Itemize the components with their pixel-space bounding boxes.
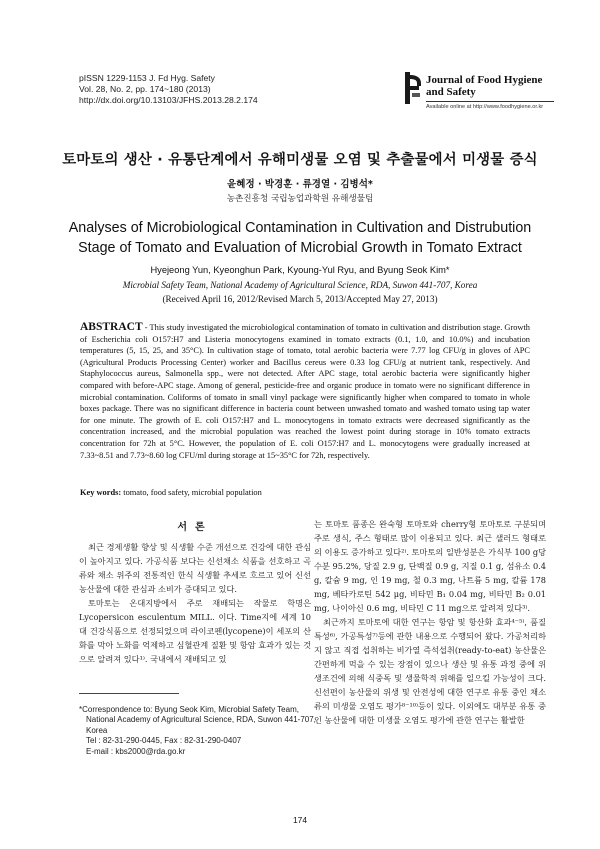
paragraph: 토마토는 온대지방에서 주로 재배되는 작물로 학명은 Lycopersicon esculentum MILL. 이다. Time지에 세계 10대 건강식품으로 선정되었으며 라이코펜(lycopene)이 세포의 산화를 막아 노화를 억제하고 심혈관계 질환 및 항암 효과가 있는 것으로 알려져 있다¹⁾. 국내에서 재배되고 있	[79, 598, 311, 664]
section-heading: 서론	[177, 522, 213, 533]
abstract-text: - This study investigated the microbiological contamination of tomato in cultivation and distribution stage. Growth of Escherichia coli O157:H7 and Listeria monocytogens examined in tomato extracts (0.1, 1.0, and 10.0%) and incubation temperatures (5, 15, 25, and 35°C). In cultivation stage of tomato, total aerobic bacteria were 7.77 log CFU/g in gloves of APC (Agricultural Products Processing Center) worker and Bacillus cereus were 0.33 log CFU/g at nutrient tank, respectively. And Staphylococcus aureus, Salmonella spp., were not detected. After APC stage, total aerobic bacteria were significantly higher compared with before-APC stage. Among of general, pesticide-free and organic produce in tomato were no significant difference in microbial contamination. Coliforms of tomato in small vinyl package were significantly higher when compared to tomato in whole boxes package. There was no significant difference in bacteria count between unwashed tomato and washed tomato using tap water for one minute. The growth of E. coli O157:H7 and L. monocytogens in tomato extracts were decreased significantly as the concentration increased, and the microbial population was reached the lowest point during storage in 10% tomato extracts concentration for 72h at 5°C. However, the population of E. coli O157:H7 and L. monocytogens were gradually increased at 7.33~8.51 and 7.73~8.60 log CFU/ml during storage at 15~35°C for 72h, respectively.	[80, 323, 530, 460]
paragraph: 는 토마토 품종은 완숙형 토마토와 cherry형 토마토로 구분되며 주로 생식, 주스 형태로 많이 이용되고 있다. 최근 샐러드 형태로의 이용도 증가하고 있다²⁾. 토마토의 일반성분은 가식부 100 g당 수분 95.2%, 당질 2.9 g, 단백질 0.9 g, 지질 0.1 g, 섬유소 0.4 g, 칼슘 9 mg, 인 19 mg, 철 0.3 mg, 나트륨 5 mg, 칼륨 178 mg, 베타카로틴 542 μg, 비타민 B₁ 0.04 mg, 비타민 B₂ 0.01 mg, 나이아신 0.6 mg, 비타민 C 11 mg으로 알려져 있다³⁾.	[314, 519, 546, 613]
abstract	[80, 322, 530, 461]
journal-name: Journal of Food Hygiene and Safety	[426, 74, 543, 98]
korean-affiliation: 농촌진흥청 국립농업과학원 유해생물팀	[226, 194, 374, 204]
english-authors: Hyejeong Yun, Kyeonghun Park, Kyoung-Yul Ryu, and Byung Seok Kim*	[150, 265, 450, 275]
journal-logo-icon	[404, 72, 422, 104]
journal-url[interactable]: Available online at http://www.foodhygiene.or.kr	[426, 104, 544, 110]
received-dates: (Received April 16, 2012/Revised March 5, 2013/Accepted May 27, 2013)	[162, 294, 438, 304]
doi-link[interactable]: http://dx.doi.org/10.13103/JFHS.2013.28.2.174	[79, 95, 258, 105]
volume-line: Vol. 28, No. 2, pp. 174~180 (2013)	[79, 84, 211, 94]
keywords-label: Key words:	[80, 488, 122, 497]
email-link[interactable]: E-mail : kbs2000@rda.go.kr	[86, 746, 186, 756]
english-affiliation: Microbial Safety Team, National Academy of Agricultural Science, RDA, Suwon 441-707, Korea	[122, 280, 478, 290]
korean-title: 토마토의 생산 · 유통단계에서 유해미생물 오염 및 추출물에서 미생물 증식	[62, 152, 538, 168]
page-number: 174	[293, 815, 307, 825]
journal-logo	[404, 70, 554, 120]
korean-authors: 윤혜정 · 박경훈 · 류경열 · 김병석*	[227, 179, 373, 190]
abstract-label: ABSTRACT	[80, 321, 143, 333]
english-title: Analyses of Microbiological Contamination in Cultivation and Distrubution Stage of Tomato and Evaluation of Microbial Growth in Tomato Extract	[68, 220, 532, 256]
journal-citation	[79, 73, 258, 106]
body-column-left	[79, 540, 311, 666]
paragraph: 최근 경제생활 향상 및 식생활 수준 개선으로 건강에 대한 관심이 높아지고 있다. 가공식품 보다는 신선채소 식품을 선호하고 곡류와 채소 위주의 전통적인 한식 식생활 추세로 흐르고 있어 신선 농산물에 대한 관심과 소비가 증대되고 있다.	[79, 542, 311, 594]
keywords-text: tomato, food safety, microbial population	[121, 488, 262, 497]
body-column-right	[314, 517, 546, 727]
logo-divider	[426, 101, 554, 102]
footnote-divider	[79, 693, 179, 694]
correspondence-footnote: *Correspondence to: Byung Seok Kim, Microbial Safety Team, National Academy of Agricultural Science, RDA, Suwon 441-707, Korea Tel : 82-31-290-0445, Fax : 82-31-290-0407 E-mail : kbs2000@rda.go.kr	[79, 705, 316, 756]
paragraph: 최근까지 토마토에 대한 연구는 항암 및 항산화 효과⁴⁻⁵⁾, 품질특성⁶⁾, 가공특성⁷⁾등에 관한 내용으로 수행되어 왔다. 가공처리하지 않고 직접 섭취하는 비가열 즉석섭취(ready-to-eat) 농산물은 간편하게 먹을 수 있는 장점이 있으나 생산 및 유통 과정 중에 위생조건에 의해 식중독 및 생물학적 위해를 일으킬 가능성이 크다. 신선편이 농산물의 위생 및 안전성에 대한 연구로 유통 중인 채소류의 미생물 오염도 평가⁸⁻¹⁰⁾등이 있다. 이외에도 대부분 유통 중인 농산물에 대한 미생물 오염도 평가에 관한 연구는 활발한	[314, 617, 546, 725]
keywords	[80, 488, 262, 497]
issn-line: pISSN 1229-1153 J. Fd Hyg. Safety	[79, 73, 215, 83]
